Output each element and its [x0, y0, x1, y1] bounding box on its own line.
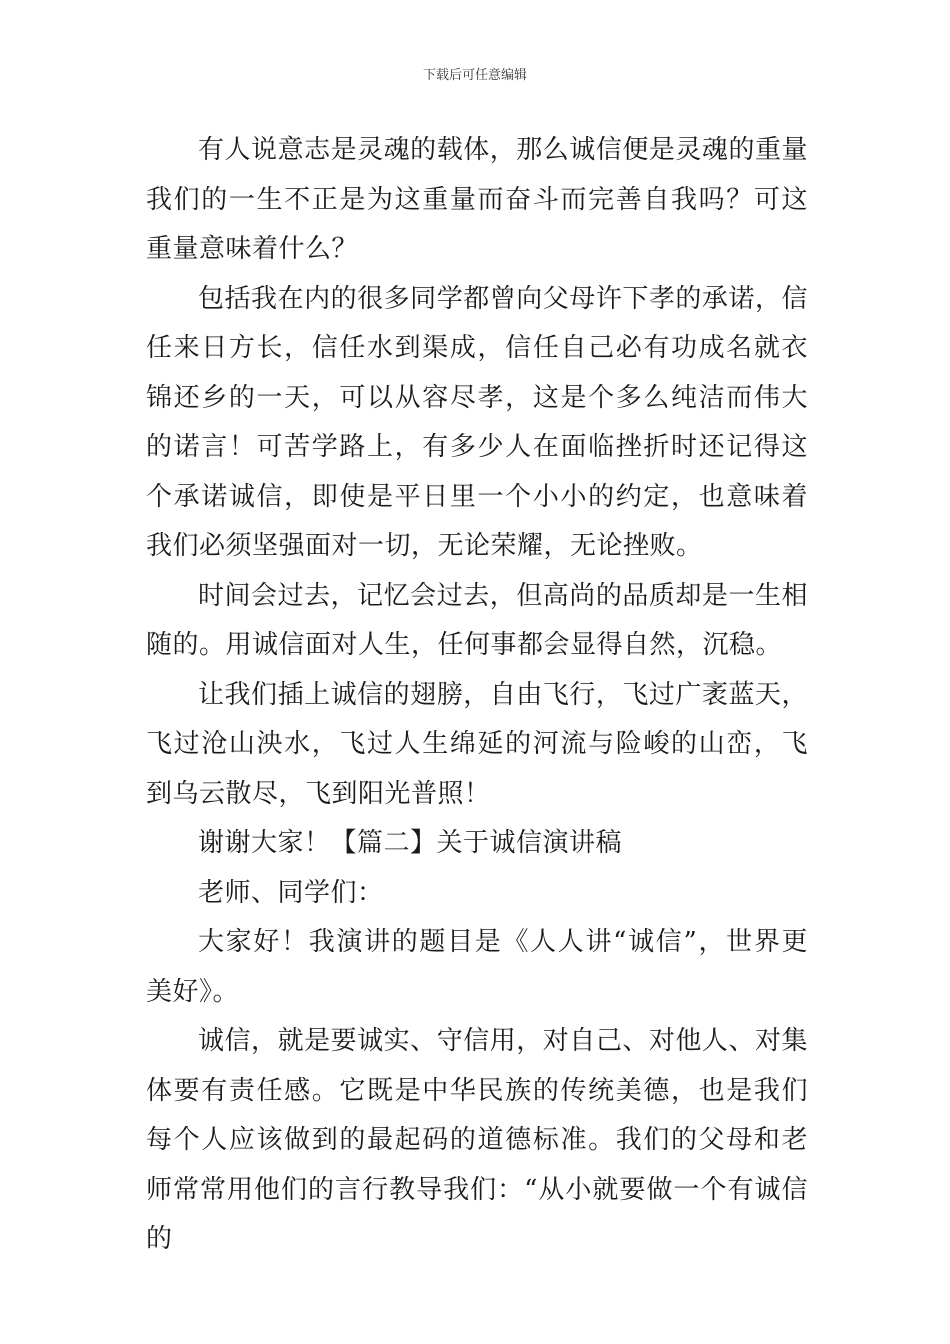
paragraph-5: 谢谢大家！【篇二】关于诚信演讲稿: [198, 828, 623, 858]
page-header: 下载后可任意编辑: [422, 68, 527, 83]
paragraph-3: 时间会过去，记忆会过去，但高尚的品质却是一生相随的。用诚信面对人生，任何事都会显得自然，沉稳。: [146, 580, 808, 660]
paragraph-7: 大家好！我演讲的题目是《人人讲“诚信”，世界更美好》。: [146, 927, 808, 1007]
document-body: [146, 126, 808, 1265]
paragraph-6: 老师、同学们：: [198, 877, 384, 908]
paragraph-8: 诚信，就是要诚实、守信用，对自己、对他人、对集体要有责任感。它既是中华民族的传统美德，也是我们每个人应该做到的最起码的道德标准。我们的父母和老师常常用他们的言行教导我们：“从小就要做一个有诚信的: [146, 1026, 808, 1254]
paragraph-2: 包括我在内的很多同学都曾向父母许下孝的承诺，信任来日方长，信任水到渠成，信任自己必有功成名就衣锦还乡的一天，可以从容尽孝，这是个多么纯洁而伟大的诺言！可苦学路上，有多少人在面临挫折时还记得这个承诺诚信，即使是平日里一个小小的约定，也意味着我们必须坚强面对一切，无论荣耀，无论挫败。: [146, 283, 808, 561]
paragraph-4: 让我们插上诚信的翅膀，自由飞行，飞过广袤蓝天，飞过沧山泱水，飞过人生绵延的河流与险峻的山峦，飞到乌云散尽，飞到阳光普照！: [146, 679, 808, 809]
paragraph-1: 有人说意志是灵魂的载体，那么诚信便是灵魂的重量我们的一生不正是为这重量而奋斗而完善自我吗？可这重量意味着什么？: [146, 135, 808, 264]
